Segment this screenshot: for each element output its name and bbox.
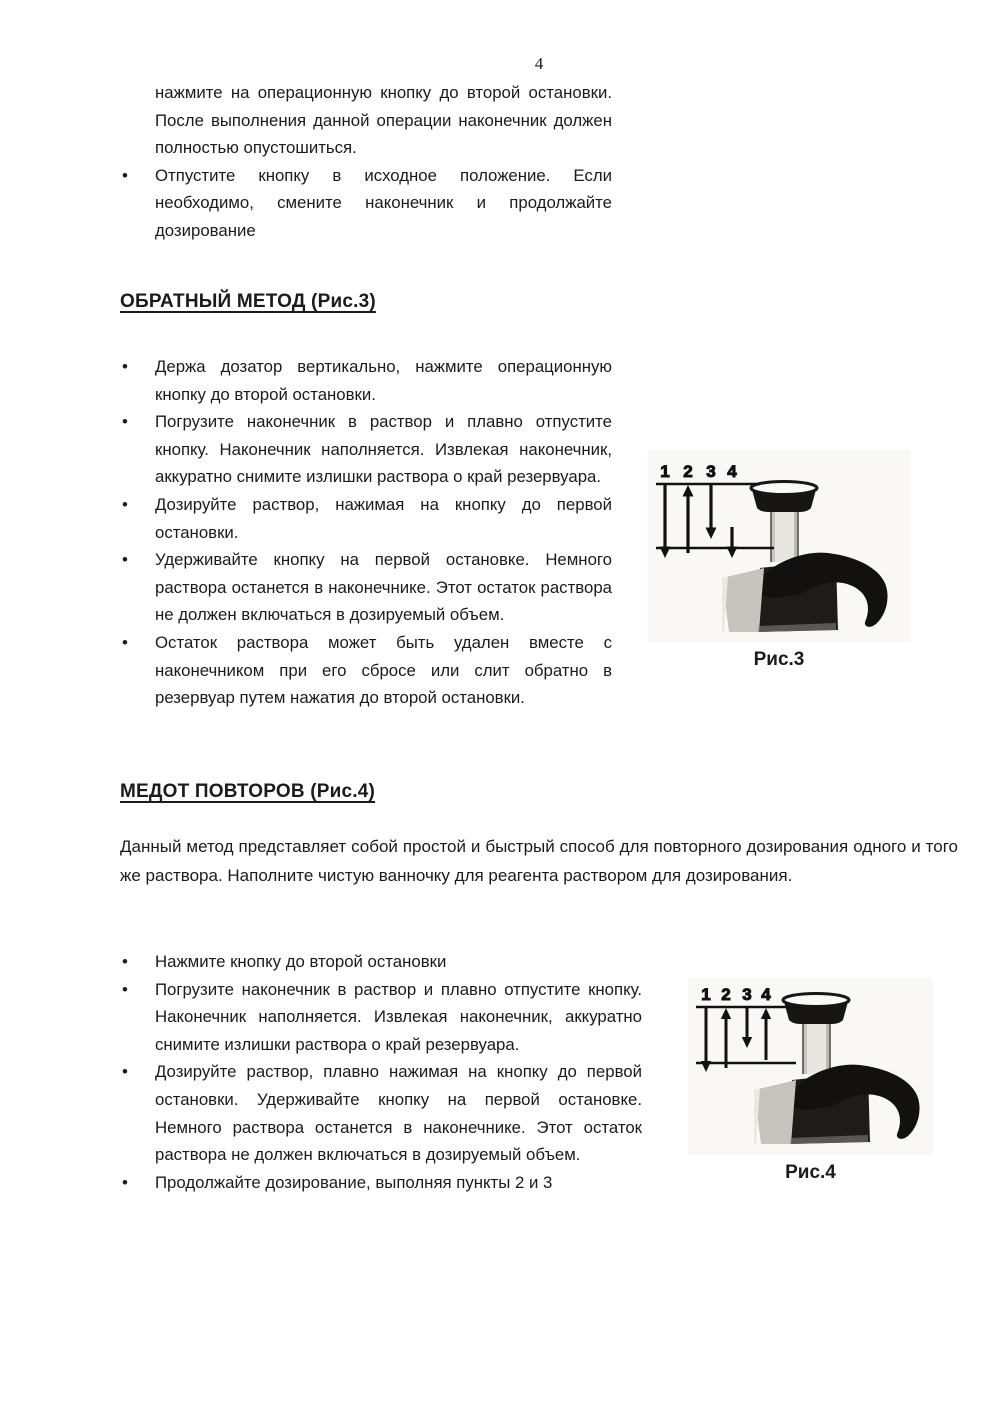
- bullet-item: • Дозируйте раствор, плавно нажимая на кнопку до первой остановки. Удерживайте кнопку на первой остановке. Немного раствора останется в наконечнике. Этот остаток раствора не должен включаться в дозируемый объем.: [120, 1058, 642, 1168]
- stroke-label-1: 1: [701, 985, 711, 1004]
- repeat-method-paragraph: Данный метод представляет собой простой и быстрый способ для повторного дозирования одного и того же раствора. Наполните чистую ванночку для реагента раствором для дозирования.: [120, 837, 958, 885]
- stroke-label-2: 2: [683, 462, 693, 481]
- stroke-label-1: 1: [660, 462, 670, 481]
- intro-bullet-list: [120, 162, 612, 245]
- bullet-item: • Погрузите наконечник в раствор и плавно отпустите кнопку. Наконечник наполняется. Извлекая наконечник, аккуратно снимите излишки раствора о край резервуара.: [120, 976, 642, 1059]
- figure-3-caption: Рис.3: [753, 649, 805, 670]
- reverse-method-bullet-list: [120, 353, 612, 712]
- repeat-method-section-header: [120, 781, 375, 803]
- bullet-item: • Остаток раствора может быть удален вместе с наконечником при его сбросе или слит обратно в резервуар путем нажатия до второй остановки.: [120, 629, 612, 712]
- stroke-label-2: 2: [721, 985, 731, 1004]
- bullet-item: • Удерживайте кнопку на первой остановке. Немного раствора останется в наконечнике. Этот остаток раствора не должен включаться в дозируемый объем.: [120, 546, 612, 629]
- bullet-item: • Дозируйте раствор, нажимая на кнопку до первой остановки.: [120, 491, 612, 546]
- stroke-label-4: 4: [761, 985, 771, 1004]
- figure-3: [648, 450, 910, 671]
- intro-block: [120, 79, 612, 245]
- figure-3-illustration: [648, 450, 910, 642]
- bullet-item: • Нажмите кнопку до второй остановки: [120, 948, 642, 976]
- stroke-label-4: 4: [727, 462, 737, 481]
- stroke-label-3: 3: [706, 462, 716, 481]
- figure-4: [688, 978, 933, 1184]
- repeat-method-heading: МЕДОТ ПОВТОРОВ (Рис.4): [120, 781, 376, 802]
- bullet-item: • Отпустите кнопку в исходное положение. Если необходимо, смените наконечник и продолжайте дозирование: [120, 162, 612, 245]
- bullet-item: • Погрузите наконечник в раствор и плавно отпустите кнопку. Наконечник наполняется. Извлекая наконечник, аккуратно снимите излишки раствора о край резервуара.: [120, 408, 612, 491]
- figure-4-illustration: [688, 978, 933, 1155]
- bullet-item: • Продолжайте дозирование, выполняя пункты 2 и 3: [120, 1169, 642, 1197]
- repeat-method-intro: [120, 833, 958, 890]
- reverse-method-section-header: [120, 291, 376, 313]
- repeat-method-block: [120, 948, 642, 1196]
- intro-continuation-paragraph: нажмите на операционную кнопку до второй остановки. После выполнения данной операции наконечник должен полностью опустошиться.: [155, 83, 612, 158]
- repeat-method-bullet-list: [120, 948, 642, 1196]
- figure-4-caption: Рис.4: [785, 1162, 836, 1183]
- bullet-item: • Держа дозатор вертикально, нажмите операционную кнопку до второй остановки.: [120, 353, 612, 408]
- page-number: 4: [534, 54, 544, 73]
- reverse-method-block: [120, 353, 612, 712]
- reverse-method-heading: ОБРАТНЫЙ МЕТОД (Рис.3): [120, 291, 376, 312]
- stroke-label-3: 3: [742, 985, 752, 1004]
